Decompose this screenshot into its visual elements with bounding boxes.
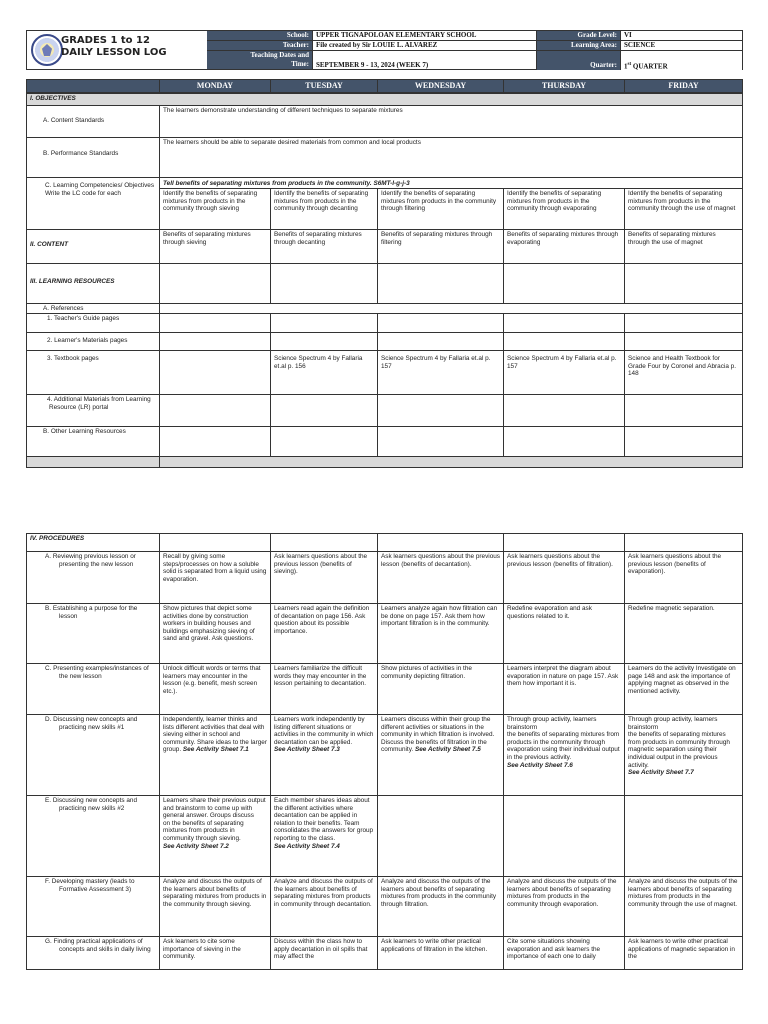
procedure-g-tuesday: Discuss within the class how to apply decantation in oil spills that may affect the <box>270 937 377 969</box>
activity-sheet-ref: See Activity Sheet 7.4 <box>274 842 340 850</box>
teacher-value: File created by Sir LOUIE L. ALVAREZ <box>313 41 537 51</box>
objectives-section-row <box>27 94 742 106</box>
procedure-a-wednesday: Ask learners questions about the previous lesson (benefits of decantation). <box>377 552 503 603</box>
deped-seal-icon <box>31 34 63 66</box>
procedure-c-tuesday: Learners familiarize the difficult words they may encounter in the lesson pertaining to decantation. <box>270 664 377 714</box>
procedure-c-wednesday: Show pictures of activities in the community depicting filtration. <box>377 664 503 714</box>
empty-cell <box>503 395 624 426</box>
quarter-text: QUARTER <box>631 62 668 71</box>
procedure-c-monday: Unlock difficult words or terms that learners may encounter in the lesson (e.g. benefit, mesh screen etc.). <box>159 664 270 714</box>
procedure-d-thursday <box>503 715 624 795</box>
procedure-label-e: E. Discussing new concepts and practicing new skills #2 <box>45 797 138 812</box>
procedure-b-wednesday: Learners analyze again how filtration can be done on page 157. Ask them how important filtration is in the community. <box>377 604 503 663</box>
textbook-thursday: Science Spectrum 4 by Fallaria et.al p. 157 <box>503 351 624 394</box>
empty-cell <box>624 395 742 426</box>
procedure-e-monday-text: Learners share their previous output and brainstorm to come up with general answer. Groups discuss on the benefits of separating mixtures from products in community through sieving. <box>163 797 266 842</box>
lc-wednesday: Identify the benefits of separating mixtures from products in the community through filtering <box>377 188 503 229</box>
dates-label-line-2: Time: <box>291 60 309 68</box>
lc-label: C. Learning Competencies/ Objectives Write the LC code for each <box>45 182 155 197</box>
empty-cell <box>624 314 742 332</box>
procedure-a-monday: Recall by giving some steps/processes on how a soluble solid is separated from a liquid using evaporation. <box>159 552 270 603</box>
empty-cell <box>270 314 377 332</box>
procedure-label-a: A. Reviewing previous lesson or presenting the new lesson <box>45 553 136 568</box>
textbook-row <box>27 351 742 395</box>
activity-sheet-ref: See Activity Sheet 7.7 <box>628 769 694 777</box>
procedure-a-friday: Ask learners questions about the previous lesson (benefits of evaporation). <box>624 552 742 603</box>
lc-days-row <box>27 178 742 230</box>
procedure-f-monday: Analyze and discuss the outputs of the learners about benefits of separating mixtures from products in the community through sieving. <box>159 877 270 936</box>
activity-sheet-ref: See Activity Sheet 7.1 <box>182 746 249 754</box>
additional-materials-row <box>27 395 742 427</box>
empty-cell <box>270 333 377 350</box>
procedures-heading: IV. PROCEDURES <box>30 535 85 542</box>
content-standards-label: A. Content Standards <box>43 117 105 124</box>
dates-label-line-1: Teaching Dates and <box>250 51 309 59</box>
procedure-c-friday: Learners do the activity Investigate on page 148 and ask the importance of applying magnet as observed in the mentioned activity. <box>624 664 742 714</box>
area-label: Learning Area: <box>537 41 621 51</box>
textbook-wednesday: Science Spectrum 4 by Fallaria et.al p. 157 <box>377 351 503 394</box>
procedure-b-tuesday: Learners read again the definition of decantation on page 156. Ask question about its possible importance. <box>270 604 377 663</box>
dates-label <box>207 51 313 70</box>
day-tuesday: TUESDAY <box>270 80 377 92</box>
objectives-heading: I. OBJECTIVES <box>30 95 76 102</box>
procedure-b-monday: Show pictures that depict some activities done by construction workers in building houses and buildings emphasizing sieving of sand and gravel. Ask questions. <box>159 604 270 663</box>
grade-value: VI <box>621 31 742 41</box>
lc-friday: Identify the benefits of separating mixtures from products in the community through the use of magnet <box>624 188 742 229</box>
procedure-e-thursday <box>503 796 624 876</box>
procedures-table <box>26 533 743 970</box>
header-block <box>26 30 743 70</box>
empty-cell <box>503 333 624 350</box>
procedure-e-tuesday-text: Each member shares ideas about the different activities where decantation can be applied in relation to their benefits. Team consolidates the answers for group reporting to the class. <box>274 797 374 842</box>
textbook-tuesday: Science Spectrum 4 by Fallaria et.al p. 156 <box>270 351 377 394</box>
procedure-g-wednesday: Ask learners to write other practical applications of filtration in the kitchen. <box>377 937 503 969</box>
procedure-row-d <box>27 715 742 796</box>
procedure-g-friday: Ask learners to write other practical applications of magnetic separation in the <box>624 937 742 969</box>
empty-cell <box>503 534 624 551</box>
procedure-g-monday: Ask learners to cite some importance of sieving in the community. <box>159 937 270 969</box>
empty-cell <box>624 333 742 350</box>
lc-tuesday: Identify the benefits of separating mixtures from products in the community through decanting <box>270 188 377 229</box>
procedure-d-tuesday-text: Learners work independently by listing different situations or activities in the community in which decantation can be applied. <box>274 716 374 746</box>
empty-cell <box>270 264 377 303</box>
empty-cell <box>377 333 503 350</box>
procedure-f-thursday: Analyze and discuss the outputs of the learners about benefits of separating mixtures from products in the community through evaporation. <box>503 877 624 936</box>
school-value: UPPER TIGNAPOLOAN ELEMENTARY SCHOOL <box>313 31 537 41</box>
empty-cell <box>159 264 270 303</box>
procedure-label-c: C. Presenting examples/instances of the new lesson <box>45 665 149 680</box>
content-heading: II. CONTENT <box>30 241 68 248</box>
empty-cell <box>270 395 377 426</box>
quarter-number: 1 <box>624 62 628 71</box>
procedure-row-b <box>27 604 742 664</box>
activity-sheet-ref: See Activity Sheet 7.2 <box>163 842 229 850</box>
procedure-row-a <box>27 552 742 604</box>
title-line-1: GRADES 1 to 12 <box>61 35 150 46</box>
quarter-value <box>621 51 742 70</box>
empty-cell <box>503 314 624 332</box>
procedure-row-f <box>27 877 742 937</box>
procedure-row-c <box>27 664 742 715</box>
content-friday: Benefits of separating mixtures through the use of magnet <box>624 230 742 263</box>
procedure-d-tuesday <box>270 715 377 795</box>
activity-sheet-ref: See Activity Sheet 7.3 <box>274 746 340 754</box>
performance-standards-row <box>27 138 742 178</box>
lm-row <box>27 333 742 351</box>
procedure-d-monday-text: Independently, learner thinks and lists different activities that deal with sieving either in school and community. Share ideas to the larger group. <box>163 716 267 754</box>
empty-cell <box>159 333 270 350</box>
procedure-e-tuesday <box>270 796 377 876</box>
activity-sheet-ref: See Activity Sheet 7.6 <box>507 761 573 769</box>
content-standards-row <box>27 106 742 138</box>
document-title <box>61 35 167 59</box>
empty-cell <box>159 304 742 313</box>
procedure-label-g: G. Finding practical applications of concepts and skills in daily living <box>45 938 151 953</box>
empty-cell <box>503 264 624 303</box>
lc-main-text: Tell benefits of separating mixtures from products in the community. S6MT-I-g-j-3 <box>159 178 742 189</box>
day-friday: FRIDAY <box>624 80 742 92</box>
empty-cell <box>377 427 503 456</box>
procedure-g-thursday: Cite some situations showing evaporation and ask learners the importance of each one to daily <box>503 937 624 969</box>
day-monday: MONDAY <box>159 80 270 92</box>
title-line-2: DAILY LESSON LOG <box>61 47 167 58</box>
procedure-a-thursday: Ask learners questions about the previous lesson (benefits of filtration). <box>503 552 624 603</box>
empty-cell <box>624 264 742 303</box>
lc-monday: Identify the benefits of separating mixtures from products in the community through sieving <box>159 188 270 229</box>
performance-standards-text: The learners should be able to separate desired materials from common and local products <box>159 138 742 177</box>
procedure-b-friday: Redefine magnetic separation. <box>624 604 742 663</box>
textbook-friday: Science and Health Textbook for Grade Four by Coronel and Abracia p. 148 <box>624 351 742 394</box>
lc-thursday: Identify the benefits of separating mixtures from products in the community through evaporating <box>503 188 624 229</box>
procedure-c-thursday: Learners interpret the diagram about evaporation in nature on page 157. Ask them how important it is. <box>503 664 624 714</box>
empty-cell <box>270 534 377 551</box>
resources-heading: III. LEARNING RESOURCES <box>30 278 115 285</box>
other-resources-row <box>27 427 742 457</box>
lm-label: 2. Learner's Materials pages <box>47 337 128 344</box>
procedure-d-monday <box>159 715 270 795</box>
activity-sheet-ref: See Activity Sheet 7.5 <box>414 746 481 754</box>
procedure-label-b: B. Establishing a purpose for the lesson <box>45 605 138 620</box>
procedure-b-thursday: Redefine evaporation and ask questions related to it. <box>503 604 624 663</box>
dates-value: SEPTEMBER 9 - 13, 2024 (WEEK 7) <box>313 51 537 70</box>
day-header-row <box>26 79 743 93</box>
teacher-label: Teacher: <box>207 41 313 51</box>
empty-cell <box>377 314 503 332</box>
procedure-e-wednesday <box>377 796 503 876</box>
procedure-row-e <box>27 796 742 877</box>
empty-cell <box>159 427 270 456</box>
references-label: A. References <box>43 305 84 312</box>
textbook-monday <box>159 351 270 394</box>
empty-cell <box>270 427 377 456</box>
objectives-table <box>26 93 743 468</box>
procedure-d-wednesday-text: Learners discuss within their group the different activities or situations in the community in which filtration is involved. Discuss the benefits of filtration in the community. <box>381 716 495 754</box>
area-value: SCIENCE <box>621 41 742 51</box>
content-row <box>27 230 742 264</box>
procedure-row-g <box>27 937 742 969</box>
content-wednesday: Benefits of separating mixtures through filtering <box>377 230 503 263</box>
procedure-f-tuesday: Analyze and discuss the outputs of the learners about benefits of separating mixtures from products in community through decantation. <box>270 877 377 936</box>
empty-cell <box>377 534 503 551</box>
day-thursday: THURSDAY <box>503 80 624 92</box>
content-monday: Benefits of separating mixtures through sieving <box>159 230 270 263</box>
procedure-f-friday: Analyze and discuss the outputs of the learners about benefits of separating mixtures from products in the community through the use of magnet. <box>624 877 742 936</box>
school-label: School: <box>207 31 313 41</box>
empty-cell <box>159 395 270 426</box>
empty-cell <box>377 264 503 303</box>
procedure-a-tuesday: Ask learners questions about the previous lesson (benefits of sieving). <box>270 552 377 603</box>
procedure-label-d: D. Discussing new concepts and practicing new skills #1 <box>45 716 138 731</box>
empty-cell <box>159 534 270 551</box>
tg-row <box>27 314 742 333</box>
resources-section-row <box>27 264 742 304</box>
empty-cell <box>624 427 742 456</box>
quarter-suffix: st <box>627 62 632 67</box>
other-resources-label: B. Other Learning Resources <box>43 428 126 435</box>
tg-label: 1. Teacher's Guide pages <box>47 315 120 322</box>
procedure-d-thursday-text: Through group activity, learners brainstorm the benefits of separating mixtures from products in the community through evaporation using their individual output in the previous activity. <box>507 716 620 761</box>
procedure-d-friday-text: Through group activity, learners brainstorm the benefits of separating mixtures from products in community through magnetic separation using their individual output in the previous activity. <box>628 716 730 769</box>
empty-cell <box>624 534 742 551</box>
empty-cell <box>159 314 270 332</box>
procedure-f-wednesday: Analyze and discuss the outputs of the learners about benefits of separating mixtures from products in the community through filtration. <box>377 877 503 936</box>
empty-cell <box>377 395 503 426</box>
empty-cell <box>503 427 624 456</box>
procedure-d-wednesday <box>377 715 503 795</box>
procedures-section-row <box>27 534 742 552</box>
objectives-end-row <box>27 457 742 467</box>
procedure-label-f: F. Developing mastery (leads to Formative Assessment 3) <box>45 878 135 893</box>
performance-standards-label: B. Performance Standards <box>43 150 119 157</box>
quarter-label: Quarter: <box>537 51 621 70</box>
content-tuesday: Benefits of separating mixtures through decanting <box>270 230 377 263</box>
day-wednesday: WEDNESDAY <box>377 80 503 92</box>
additional-materials-label: 4. Additional Materials from Learning Resource (LR) portal <box>47 396 151 411</box>
procedure-e-friday <box>624 796 742 876</box>
content-thursday: Benefits of separating mixtures through evaporating <box>503 230 624 263</box>
procedure-e-monday <box>159 796 270 876</box>
grade-label: Grade Level: <box>537 31 621 41</box>
content-standards-text: The learners demonstrate understanding of different techniques to separate mixtures <box>159 106 742 137</box>
references-row <box>27 304 742 314</box>
textbook-label: 3. Textbook pages <box>47 355 99 362</box>
empty-cell <box>159 457 742 467</box>
procedure-d-friday <box>624 715 742 795</box>
